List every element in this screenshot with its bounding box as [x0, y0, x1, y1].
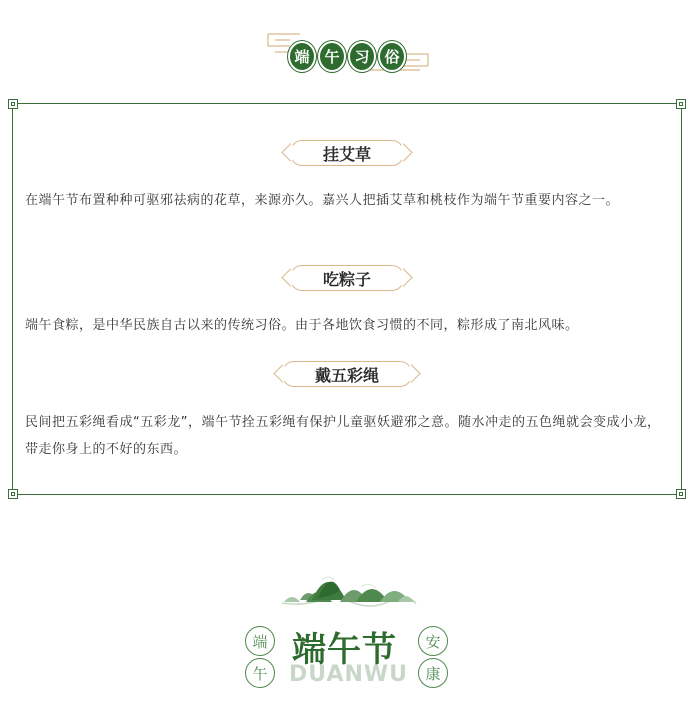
- section-body-eat-zongzi: 端午食粽，是中华民族自古以来的传统习俗。由于各地饮食习惯的不同，粽形成了南北风味。: [25, 318, 579, 333]
- footer-char-right-bottom: 康: [418, 658, 448, 688]
- badge-char: 习: [348, 41, 376, 72]
- footer-subtitle: DUANWU: [289, 662, 409, 687]
- footer-char-right-top: 安: [418, 626, 448, 656]
- section-body-hang-mugwort: 在端午节布置种种可驱邪祛病的花草，来源亦久。嘉兴人把插艾草和桃枝作为端午节重要内容之一。: [25, 193, 620, 208]
- frame-corner-ornament: [8, 99, 18, 109]
- footer-char-left-top: 端: [245, 626, 275, 656]
- section-title-five-color-rope: 戴五彩绳: [282, 361, 412, 387]
- footer-title: 端午节: [292, 630, 397, 670]
- footer-char-left-bottom: 午: [245, 658, 275, 688]
- frame-corner-ornament: [676, 99, 686, 109]
- badge-char: 端: [288, 41, 316, 72]
- section-body-five-color-rope: 民间把五彩绳看成“五彩龙”，端午节拴五彩绳有保护儿童驱妖避邪之意。随水冲走的五色绳就会变成小龙，带走你身上的不好的东西。: [25, 415, 661, 457]
- badge-char: 俗: [378, 41, 406, 72]
- section-title-hang-mugwort: 挂艾草: [290, 140, 404, 166]
- badge-char: 午: [318, 41, 346, 72]
- frame-corner-ornament: [676, 489, 686, 499]
- header-badge: [288, 39, 406, 73]
- header-banner: [0, 0, 694, 90]
- section-title-eat-zongzi: 吃粽子: [290, 265, 404, 291]
- content-frame: [12, 103, 682, 495]
- frame-corner-ornament: [8, 489, 18, 499]
- footer-logo: [0, 560, 694, 717]
